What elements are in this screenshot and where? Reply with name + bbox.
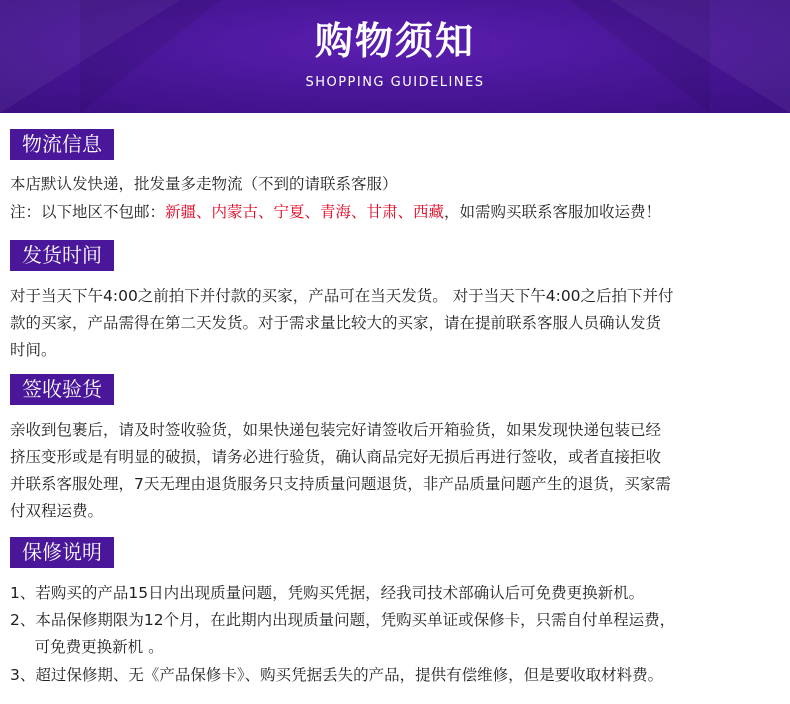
note-suffix: ，如需购买联系客服加收运费！ bbox=[444, 203, 662, 221]
shipping-time-line: 时间。 bbox=[10, 341, 57, 359]
warranty-item: 3、超过保修期、无《产品保修卡》、购买凭据丢失的产品，提供有偿维修，但是要收取材料费。 bbox=[10, 666, 664, 684]
logistics-line: 本店默认发快递，批发量多走物流（不到的请联系客服） bbox=[10, 175, 398, 193]
section-label-shipping-time: 发货时间 bbox=[10, 240, 114, 271]
note-prefix: 注：以下地区不包邮： bbox=[10, 203, 166, 221]
page-subtitle: SHOPPING GUIDELINES bbox=[305, 75, 485, 90]
inspection-line: 并联系客服处理，7天无理由退货服务只支持质量问题退货，非产品质量问题产生的退货，买家需 bbox=[10, 475, 671, 493]
page-title: 购物须知 bbox=[314, 19, 475, 63]
shipping-time-line: 对于当天下午4:00之前拍下并付款的买家，产品可在当天发货。 对于当天下午4:00之后拍下并付 bbox=[10, 287, 674, 305]
logistics-note bbox=[10, 201, 661, 223]
section-label-logistics: 物流信息 bbox=[10, 129, 114, 160]
warranty-item-continuation: 可免费更换新机 。 bbox=[10, 638, 164, 656]
inspection-line: 付双程运费。 bbox=[10, 502, 104, 520]
inspection-line: 挤压变形或是有明显的破损，请务必进行验货，确认商品完好无损后再进行签收，或者直接拒收 bbox=[10, 448, 662, 466]
shipping-time-line: 款的买家，产品需得在第二天发货。对于需求量比较大的买家，请在提前联系客服人员确认发货 bbox=[10, 314, 662, 332]
section-label-warranty: 保修说明 bbox=[10, 537, 114, 568]
header-banner bbox=[0, 0, 790, 113]
excluded-regions: 新疆、内蒙古、宁夏、青海、甘肃、西藏 bbox=[165, 203, 445, 221]
warranty-item: 2、本品保修期限为12个月，在此期内出现质量问题，凭购买单证或保修卡，只需自付单程运费， bbox=[10, 611, 676, 629]
warranty-item: 1、若购买的产品15日内出现质量问题，凭购买凭据，经我司技术部确认后可免费更换新机。 bbox=[10, 584, 645, 602]
inspection-line: 亲收到包裹后，请及时签收验货，如果快递包装完好请签收后开箱验货，如果发现快递包装已经 bbox=[10, 421, 662, 439]
section-label-inspection: 签收验货 bbox=[10, 374, 114, 405]
